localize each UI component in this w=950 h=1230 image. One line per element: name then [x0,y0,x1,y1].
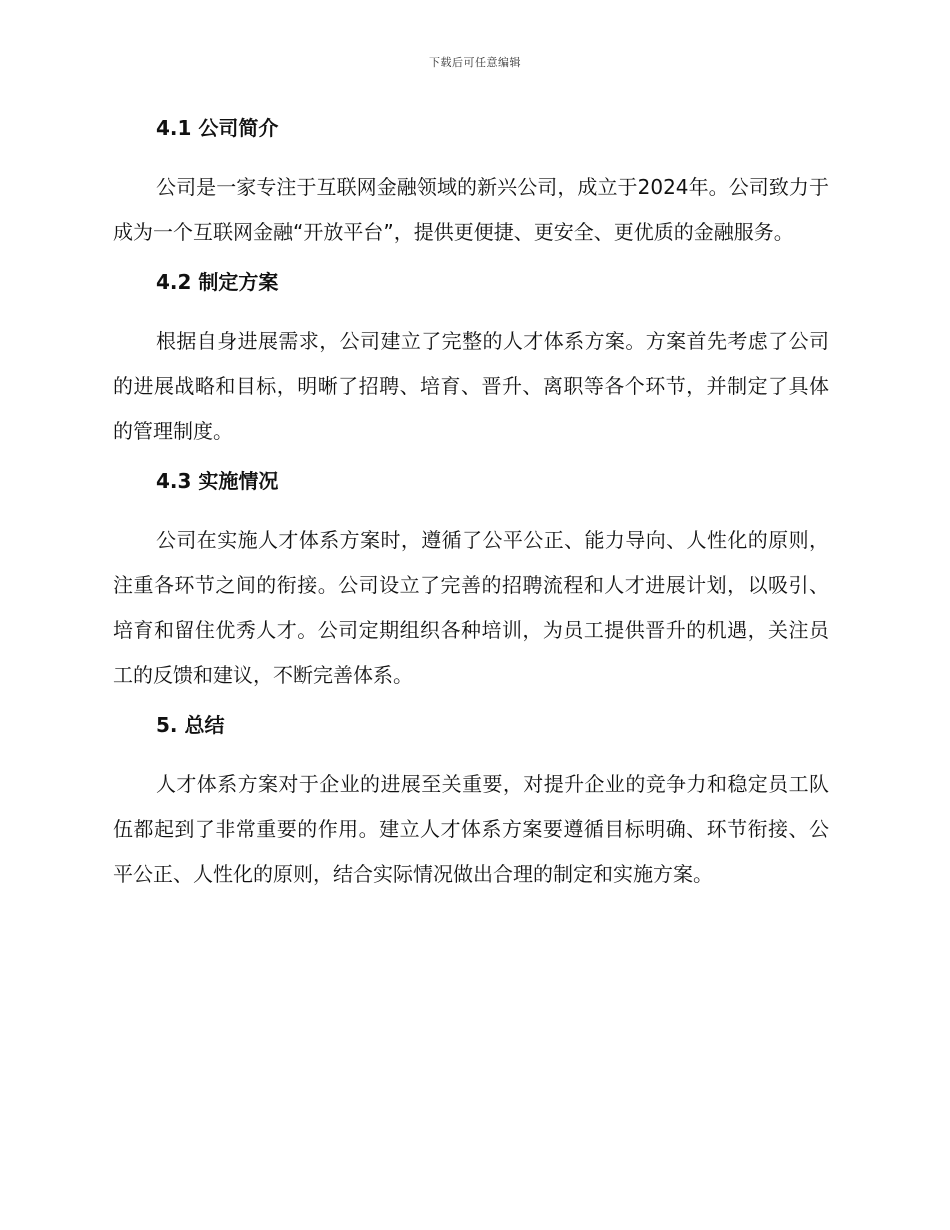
section-company-intro [113,112,829,255]
section-heading: 5. 总结 [156,713,225,737]
section-paragraph: 根据自身进展需求，公司建立了完整的人才体系方案。方案首先考虑了公司的进展战略和目标，明晰了招聘、培育、晋升、离职等各个环节，并制定了具体的管理制度。 [113,329,829,443]
section-paragraph: 公司是一家专注于互联网金融领域的新兴公司，成立于2024年。公司致力于成为一个互联网金融“开放平台”，提供更便捷、更安全、更优质的金融服务。 [113,175,829,244]
section-heading: 4.1 公司简介 [156,116,279,140]
section-implementation [113,465,829,698]
section-summary [113,709,829,897]
section-heading: 4.3 实施情况 [156,469,279,493]
section-paragraph: 人才体系方案对于企业的进展至关重要，对提升企业的竞争力和稳定员工队伍都起到了非常重要的作用。建立人才体系方案要遵循目标明确、环节衔接、公平公正、人性化的原则，结合实际情况做出合理的制定和实施方案。 [113,772,829,886]
document-body [113,112,829,908]
section-heading: 4.2 制定方案 [156,270,279,294]
header-note: 下载后可任意编辑 [429,56,521,69]
section-paragraph: 公司在实施人才体系方案时，遵循了公平公正、能力导向、人性化的原则，注重各环节之间的衔接。公司设立了完善的招聘流程和人才进展计划，以吸引、培育和留住优秀人才。公司定期组织各种培训，为员工提供晋升的机遇，关注员工的反馈和建议，不断完善体系。 [113,528,829,687]
section-plan [113,266,829,454]
